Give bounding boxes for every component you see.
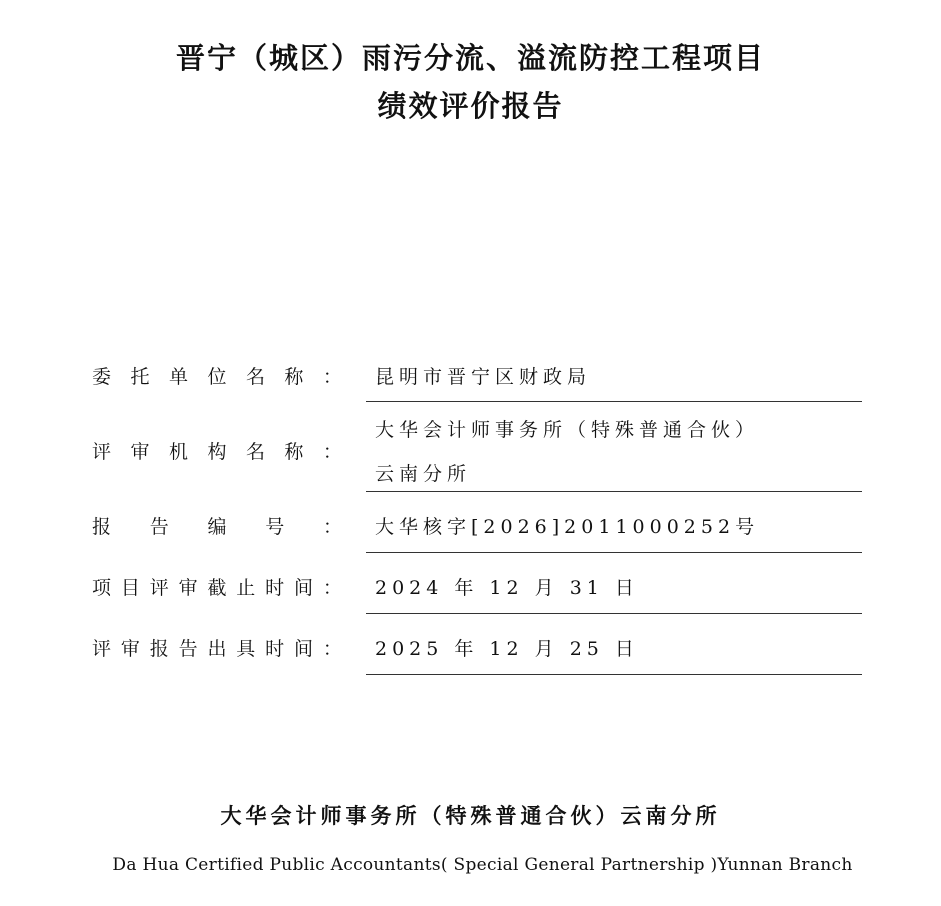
label-char: 截 <box>207 577 227 599</box>
label-char: 审 <box>120 638 140 660</box>
report-title-line-1: 晋宁（城区）雨污分流、溢流防控工程项目 <box>175 41 765 75</box>
label-char: 间 <box>294 638 314 660</box>
report-issue-date-underline <box>366 674 862 675</box>
label-char: 单 <box>168 366 188 388</box>
label-char: 项 <box>92 577 112 599</box>
label-char: 名 <box>245 441 265 463</box>
label-char: 告 <box>178 638 198 660</box>
label-char: 称 <box>284 441 304 463</box>
label-char: 审 <box>130 441 150 463</box>
label-char: 间 <box>294 577 314 599</box>
label-char: 编 <box>207 516 227 538</box>
label-char: 名 <box>245 366 265 388</box>
report-issue-date-value: 2025 年 12 月 25 日 <box>375 638 639 660</box>
label-char: 委 <box>92 366 112 388</box>
label-char: 称 <box>284 366 304 388</box>
label-char: 止 <box>236 577 256 599</box>
report-number-value: 大华核字[2026]2011000252号 <box>375 516 760 538</box>
review-institution-value: 大华会计师事务所（特殊普通合伙） <box>375 419 760 441</box>
label-char: 时 <box>265 577 285 599</box>
label-char: 托 <box>130 366 150 388</box>
label-char: ： <box>322 441 342 463</box>
firm-name-english: Da Hua Certified Public Accountants( Special General Partnership )Yunnan Branch <box>112 855 853 875</box>
review-cutoff-date-underline <box>366 613 862 614</box>
label-char: ： <box>322 366 342 388</box>
review-institution-label <box>92 443 342 462</box>
entrusting-unit-label <box>92 368 342 387</box>
label-char: 构 <box>207 441 227 463</box>
label-char: 时 <box>265 638 285 660</box>
label-char: 具 <box>236 638 256 660</box>
label-char: 告 <box>149 516 169 538</box>
report-title-line-2: 绩效评价报告 <box>377 89 564 123</box>
report-issue-date-label <box>92 640 342 659</box>
review-institution-value-line-2: 云南分所 <box>375 463 472 485</box>
review-institution-underline <box>366 491 862 492</box>
review-cutoff-date-label <box>92 579 342 598</box>
label-char: 出 <box>207 638 227 660</box>
label-char: 目 <box>120 577 140 599</box>
label-char: ： <box>322 516 342 538</box>
firm-name-chinese: 大华会计师事务所（特殊普通合伙）云南分所 <box>220 804 721 828</box>
label-char: 号 <box>265 516 285 538</box>
entrusting-unit-underline <box>366 401 862 402</box>
report-number-underline <box>366 552 862 553</box>
entrusting-unit-value: 昆明市晋宁区财政局 <box>375 366 592 388</box>
label-char: 评 <box>149 577 169 599</box>
label-char: 评 <box>92 441 112 463</box>
label-char: ： <box>322 638 342 660</box>
label-char: 机 <box>168 441 188 463</box>
label-char: 报 <box>92 516 112 538</box>
label-char: ： <box>322 577 342 599</box>
label-char: 位 <box>207 366 227 388</box>
report-number-label <box>92 518 342 537</box>
label-char: 评 <box>92 638 112 660</box>
review-cutoff-date-value: 2024 年 12 月 31 日 <box>375 577 639 599</box>
label-char: 审 <box>178 577 198 599</box>
label-char: 报 <box>149 638 169 660</box>
